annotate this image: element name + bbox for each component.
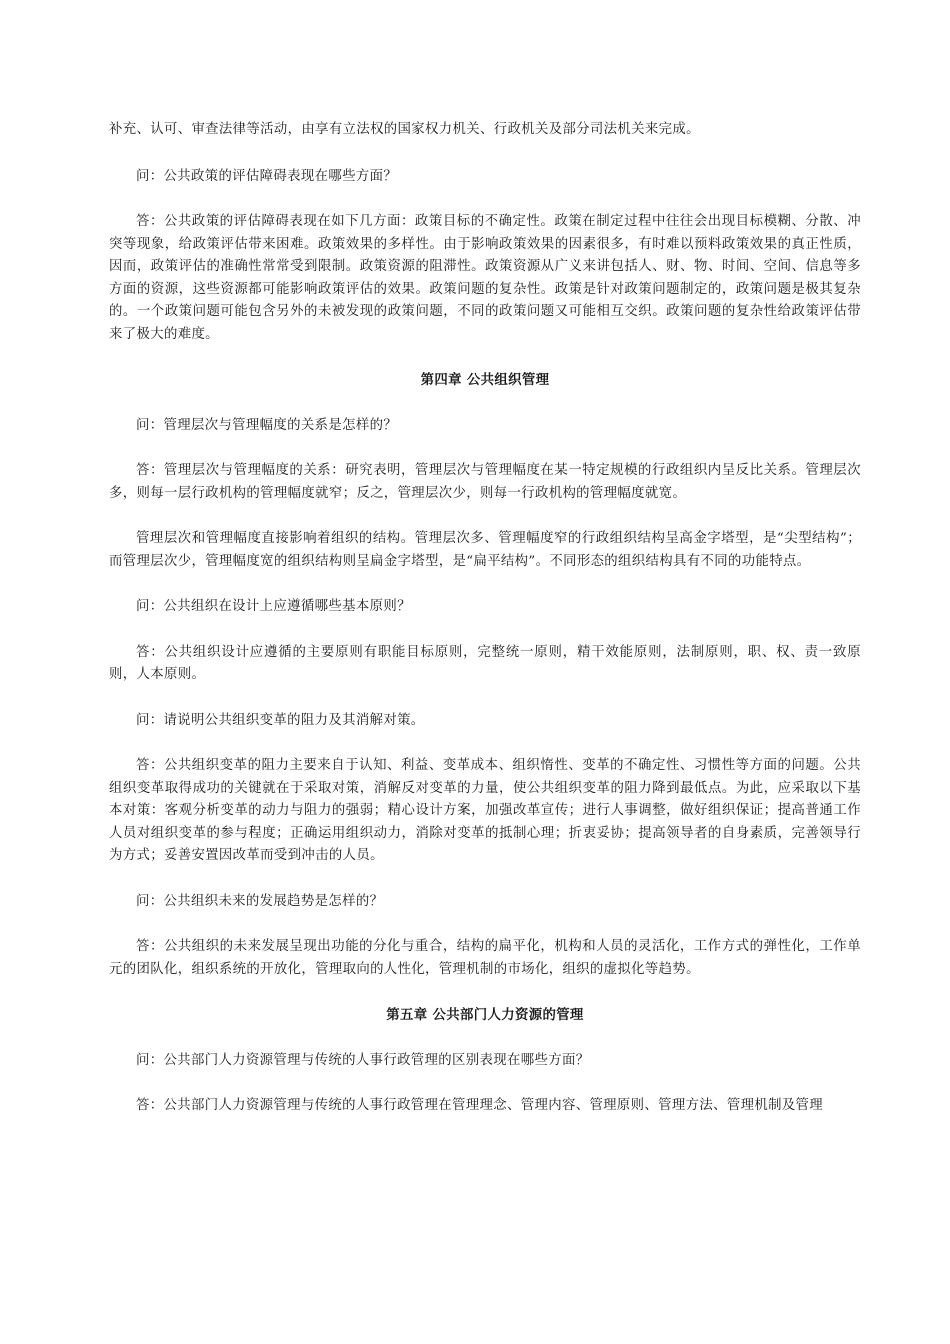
answer-future-trends: 答：公共组织的未来发展呈现出功能的分化与重合，结构的扁平化，机构和人员的灵活化，工作方式的弹性化，工作单元的团队化，组织系统的开放化，管理取向的人性化，管理机制的市场化，组织的虚拟化等趋势。	[109, 939, 861, 977]
answer-design-principles: 答：公共组织设计应遵循的主要原则有职能目标原则，完整统一原则，精干效能原则，法制原则，职、权、责一致原则，人本原则。	[109, 644, 861, 682]
question-future-trends: 问：公共组织未来的发展趋势是怎样的？	[136, 893, 384, 909]
question-policy-evaluation-obstacles: 问：公共政策的评估障碍表现在哪些方面？	[136, 168, 398, 184]
question-hr-vs-personnel: 问：公共部门人力资源管理与传统的人事行政管理的区别表现在哪些方面？	[136, 1052, 590, 1068]
answer-policy-evaluation-obstacles: 答：公共政策的评估障碍表现在如下几方面：政策目标的不确定性。政策在制定过程中往往会出现目标模糊、分散、冲突等现象，给政策评估带来困难。政策效果的多样性。由于影响政策效果的因素很多，有时难以预料政策效果的真正性质，因而，政策评估的准确性常常受到限制。政策资源的阻滞性。政策资源从广义来讲包括人、财、物、时间、空间、信息等多方面的资源，这些资源都可能影响政策评估的效果。政策问题的复杂性。政策是针对政策问题制定的，政策问题是极其复杂的。一个政策问题可能包含另外的未被发现的政策问题，不同的政策问题又可能相互交织。政策问题的复杂性给政策评估带来了极大的难度。	[109, 214, 861, 342]
question-design-principles: 问：公共组织在设计上应遵循哪些基本原则？	[136, 599, 411, 614]
paragraph-organization-structure: 管理层次和管理幅度直接影响着组织的结构。管理层次多、管理幅度窄的行政组织结构呈高金字塔型，是“尖型结构”；而管理层次少，管理幅度宽的组织结构则呈扁金字塔型，是“扁平结构”。不同形态的组织结构具有不同的功能特点。	[109, 531, 861, 569]
paragraph-continuation: 补充、认可、审查法律等活动，由享有立法权的国家权力机关、行政机关及部分司法机关来完成。	[109, 122, 700, 137]
answer-management-levels-span: 答：管理层次与管理幅度的关系：研究表明，管理层次与管理幅度在某一特定规模的行政组织内呈反比关系。管理层次多，则每一层行政机构的管理幅度就窄；反之，管理层次少，则每一行政机构的管理幅度就宽。	[109, 463, 861, 501]
chapter-4-heading: 第四章 公共组织管理	[420, 372, 550, 388]
document-page	[109, 119, 861, 1141]
answer-hr-vs-personnel: 答：公共部门人力资源管理与传统的人事行政管理在管理理念、管理内容、管理原则、管理方法、管理机制及管理	[136, 1098, 824, 1113]
answer-reform-resistance: 答：公共组织变革的阻力主要来自于认知、利益、变革成本、组织惰性、变革的不确定性、习惯性等方面的问题。公共组织变革取得成功的关键就在于采取对策，消解反对变革的力量，使公共组织变革的阻力降到最低点。为此，应采取以下基本对策：客观分析变革的动力与阻力的强弱；精心设计方案，加强改革宣传；进行人事调整，做好组织保证；提高普通工作人员对组织变革的参与程度；正确运用组织动力，消除对变革的抵制心理；折衷妥协；提高领导者的自身素质，完善领导行为方式；妥善安置因改革而受到冲击的人员。	[109, 758, 861, 863]
chapter-5-heading: 第五章 公共部门人力资源的管理	[386, 1007, 584, 1023]
question-management-levels-span: 问：管理层次与管理幅度的关系是怎样的？	[136, 417, 398, 433]
question-reform-resistance: 问：请说明公共组织变革的阻力及其消解对策。	[136, 712, 425, 728]
